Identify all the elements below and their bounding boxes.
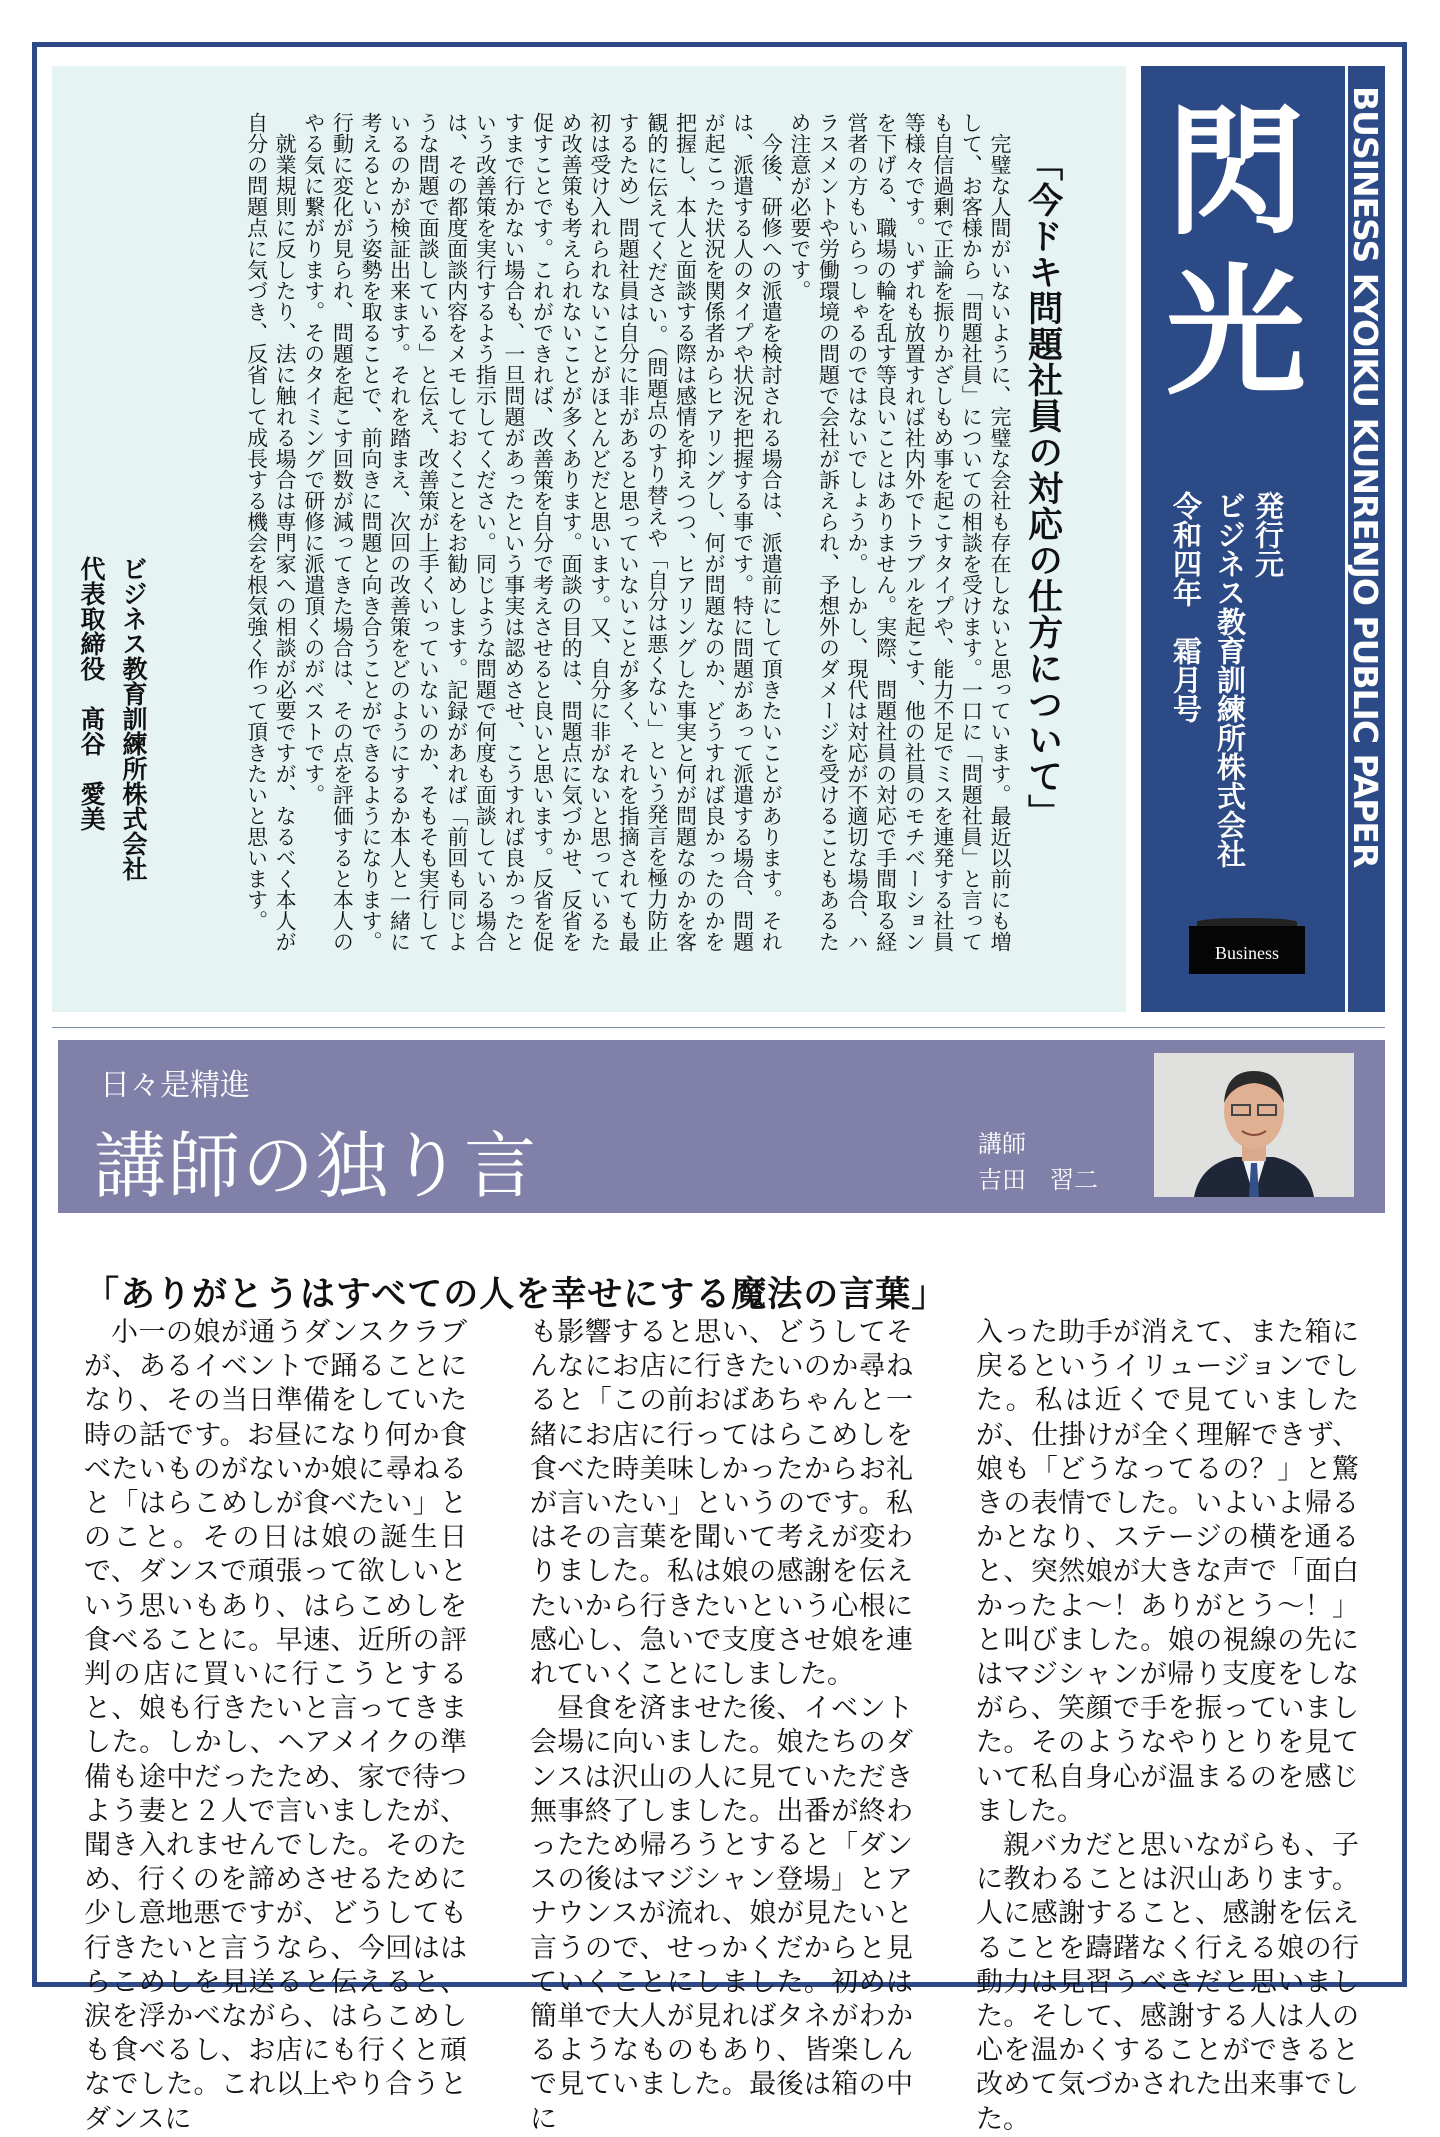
masthead-strip-text: BUSINESS KYOIKU KUNRENJO PUBLIC PAPER [1346, 86, 1385, 868]
article-paragraph: 入った助手が消えて、また箱に戻るというイリュージョンでした。私は近くで見ていましたが、仕掛けが全く理解できず、娘も「どうなってるの？」と驚きの表情でした。いよいよ帰るかとなり、ステージの横を通ると、突然娘が大きな声で「面白かったよ～！ありがとう～！」と叫びました。娘の視線の先にはマジシャンが帰り支度をしながら、笑顔で手を振っていました。そのようなやりとりを見ていて私自身心が温まるのを感じました。 [976, 1317, 1359, 1827]
feature-body [242, 112, 1014, 952]
feature-paragraph: 完璧な人間がいないように、完璧な会社も存在しないと思っています。最近以前にも増して、お客様から「問題社員」についての相談を受けます。一口に「問題社員」と言っても自信過剰で正論を振りかざしもめ事を起こすタイプや、能力不足でミスを連発する社員等様々です。いずれも放置すれば社内外でトラブルを起こす、他の社員のモチベーションを下げる、職場の輪を乱す等良いことはありません。実際、問題社員の対応で手間取る経営者の方もいらっしゃるのではないでしょうか。しかし、現代は対応が不適切な場合、ハラスメントや労働環境の問題で会社が訴えられ、予想外のダメージを受けることもあるため注意が必要です。 [787, 112, 1012, 952]
brand-char: 光 [1165, 252, 1306, 415]
masthead-brand [1161, 94, 1311, 414]
signature [70, 556, 154, 881]
feature-title: 「今ドキ問題社員の対応の仕方について」 [1022, 146, 1063, 830]
issue-label: 令和四年 霜月号 [1169, 491, 1203, 723]
banner-title: 講師の独り言 [94, 1124, 539, 1208]
lecturer-label: 講師 [978, 1130, 1026, 1158]
feature-article [52, 66, 1126, 1012]
publisher-label: 発行元 [1251, 491, 1285, 578]
publisher-name: ビジネス教育訓練所株式会社 [1213, 491, 1247, 868]
article-headline: 「ありがとうはすべての人を幸せにする魔法の言葉」 [84, 1274, 948, 1316]
article-paragraph: も影響すると思い、どうしてそんなにお店に行きたいのか尋ねると「この前おばあちゃんと一緒にお店に行ってはらこめしを食べた時美味しかったからお礼が言いたい」というのです。私はその言葉を聞いて考えが変わりました。私は娘の感謝を伝えたいから行きたいという心根に感心し、急いで支度させ娘を連れていくことにしました。 [530, 1317, 913, 1691]
banner-subtitle: 日々是精進 [100, 1068, 250, 1103]
business-logo: Business [1189, 926, 1305, 974]
masthead [1141, 66, 1385, 1012]
signature-name: 代表取締役 髙谷 愛美 [77, 556, 106, 831]
person-icon [1154, 1053, 1354, 1197]
brand-char: 閃 [1165, 92, 1306, 255]
section-divider [52, 1027, 1385, 1028]
signature-company: ビジネス教育訓練所株式会社 [119, 556, 148, 881]
article-column-3 [976, 1316, 1359, 2137]
column-banner [58, 1040, 1385, 1213]
feature-paragraph: 今後、研修への派遣を検討される場合は、派遣前にして頂きたいことがあります。それは、派遣する人のタイプや状況を把握する事です。特に問題があって派遣する場合、問題が起こった状況を関係者からヒアリングし、何が問題なのか、どうすれば良かったのかを把握し、本人と面談する際は感情を抑えつつ、ヒアリングした事実と何が問題なのかを客観的に伝えてください。（問題点のすり替えや「自分は悪くない」という発言を極力防止するため）問題社員は自分に非があると思っていないことが多く、それを指摘されても最初は受け入れられないことがほとんどだと思います。又、自分に非がないと思っているため改善策も考えられないことが多くあります。面談の目的は、問題点に気づかせ、反省を促すことです。これができれば、改善策を自分で考えさせると良いと思います。反省を促すまで行かない場合も、一旦問題があったという事実は認めさせ、こうすれば良かったという改善策を実行するよう指示してください。同じような問題で何度も面談している場合は、その都度面談内容をメモしておくことをお勧めします。記録があれば「前回も同じような問題で面談している」と伝え、改善策が上手くいっていないのか、そもそも実行しているのかが検証出来ます。それを踏まえ、次回の改善策をどのようにするか本人と一緒に考えるという姿勢を取ることで、前向きに問題と向き合うことができるようになります。行動に変化が見られ、問題を起こす回数が減ってきた場合は、その点を評価すると本人のやる気に繋がります。そのタイミングで研修に派遣頂くのがベストです。 [301, 112, 784, 952]
lecturer-photo [1154, 1053, 1354, 1197]
lecturer [978, 1126, 1098, 1198]
article-column-1 [84, 1316, 467, 2137]
article-paragraph: 親バカだと思いながらも、子に教わることは沢山あります。人に感謝すること、感謝を伝えることを躊躇なく行える娘の行動力は見習うべきだと思いました。そして、感謝する人は人の心を温かくすることができると改めて気づかされた出来事でした。 [976, 1830, 1359, 2135]
feature-paragraph: 就業規則に反したり、法に触れる場合は専門家への相談が必要ですが、なるべく本人が自分の問題点に気づき、反省して成長する機会を根気強く作って頂きたいと思います。 [244, 112, 298, 952]
article-column-2 [530, 1316, 913, 2137]
lecturer-name: 吉田 習二 [978, 1166, 1098, 1194]
article-paragraph: 昼食を済ませた後、イベント会場に向いました。娘たちのダンスは沢山の人に見ていただき無事終了しました。出番が終わったため帰ろうとすると「ダンスの後はマジシャン登場」とアナウンスが流れ、娘が見たいと言うので、せっかくだからと見ていくことにしました。初めは簡単で大人が見ればタネがわかるようなものもあり、皆楽しんで見ていました。最後は箱の中に [530, 1693, 913, 2135]
article-paragraph: 小一の娘が通うダンスクラブが、あるイベントで踊ることになり、その当日準備をしていた時の話です。お昼になり何か食べたいものがないか娘に尋ねると「はらこめしが食べたい」とのこと。その日は娘の誕生日で、ダンスで頑張って欲しいという思いもあり、はらこめしを食べることに。早速、近所の評判の店に買いに行こうとすると、娘も行きたいと言ってきました。しかし、ヘアメイクの準備も途中だったため、家で待つよう妻と２人で言いましたが、聞き入れませんでした。そのため、行くのを諦めさせるために少し意地悪ですが、どうしても行きたいと言うなら、今回ははらこめしを見送ると伝えると、涙を浮かべながら、はらこめしも食べるし、お店にも行くと頑なでした。これ以上やり合うとダンスに [84, 1317, 467, 2135]
